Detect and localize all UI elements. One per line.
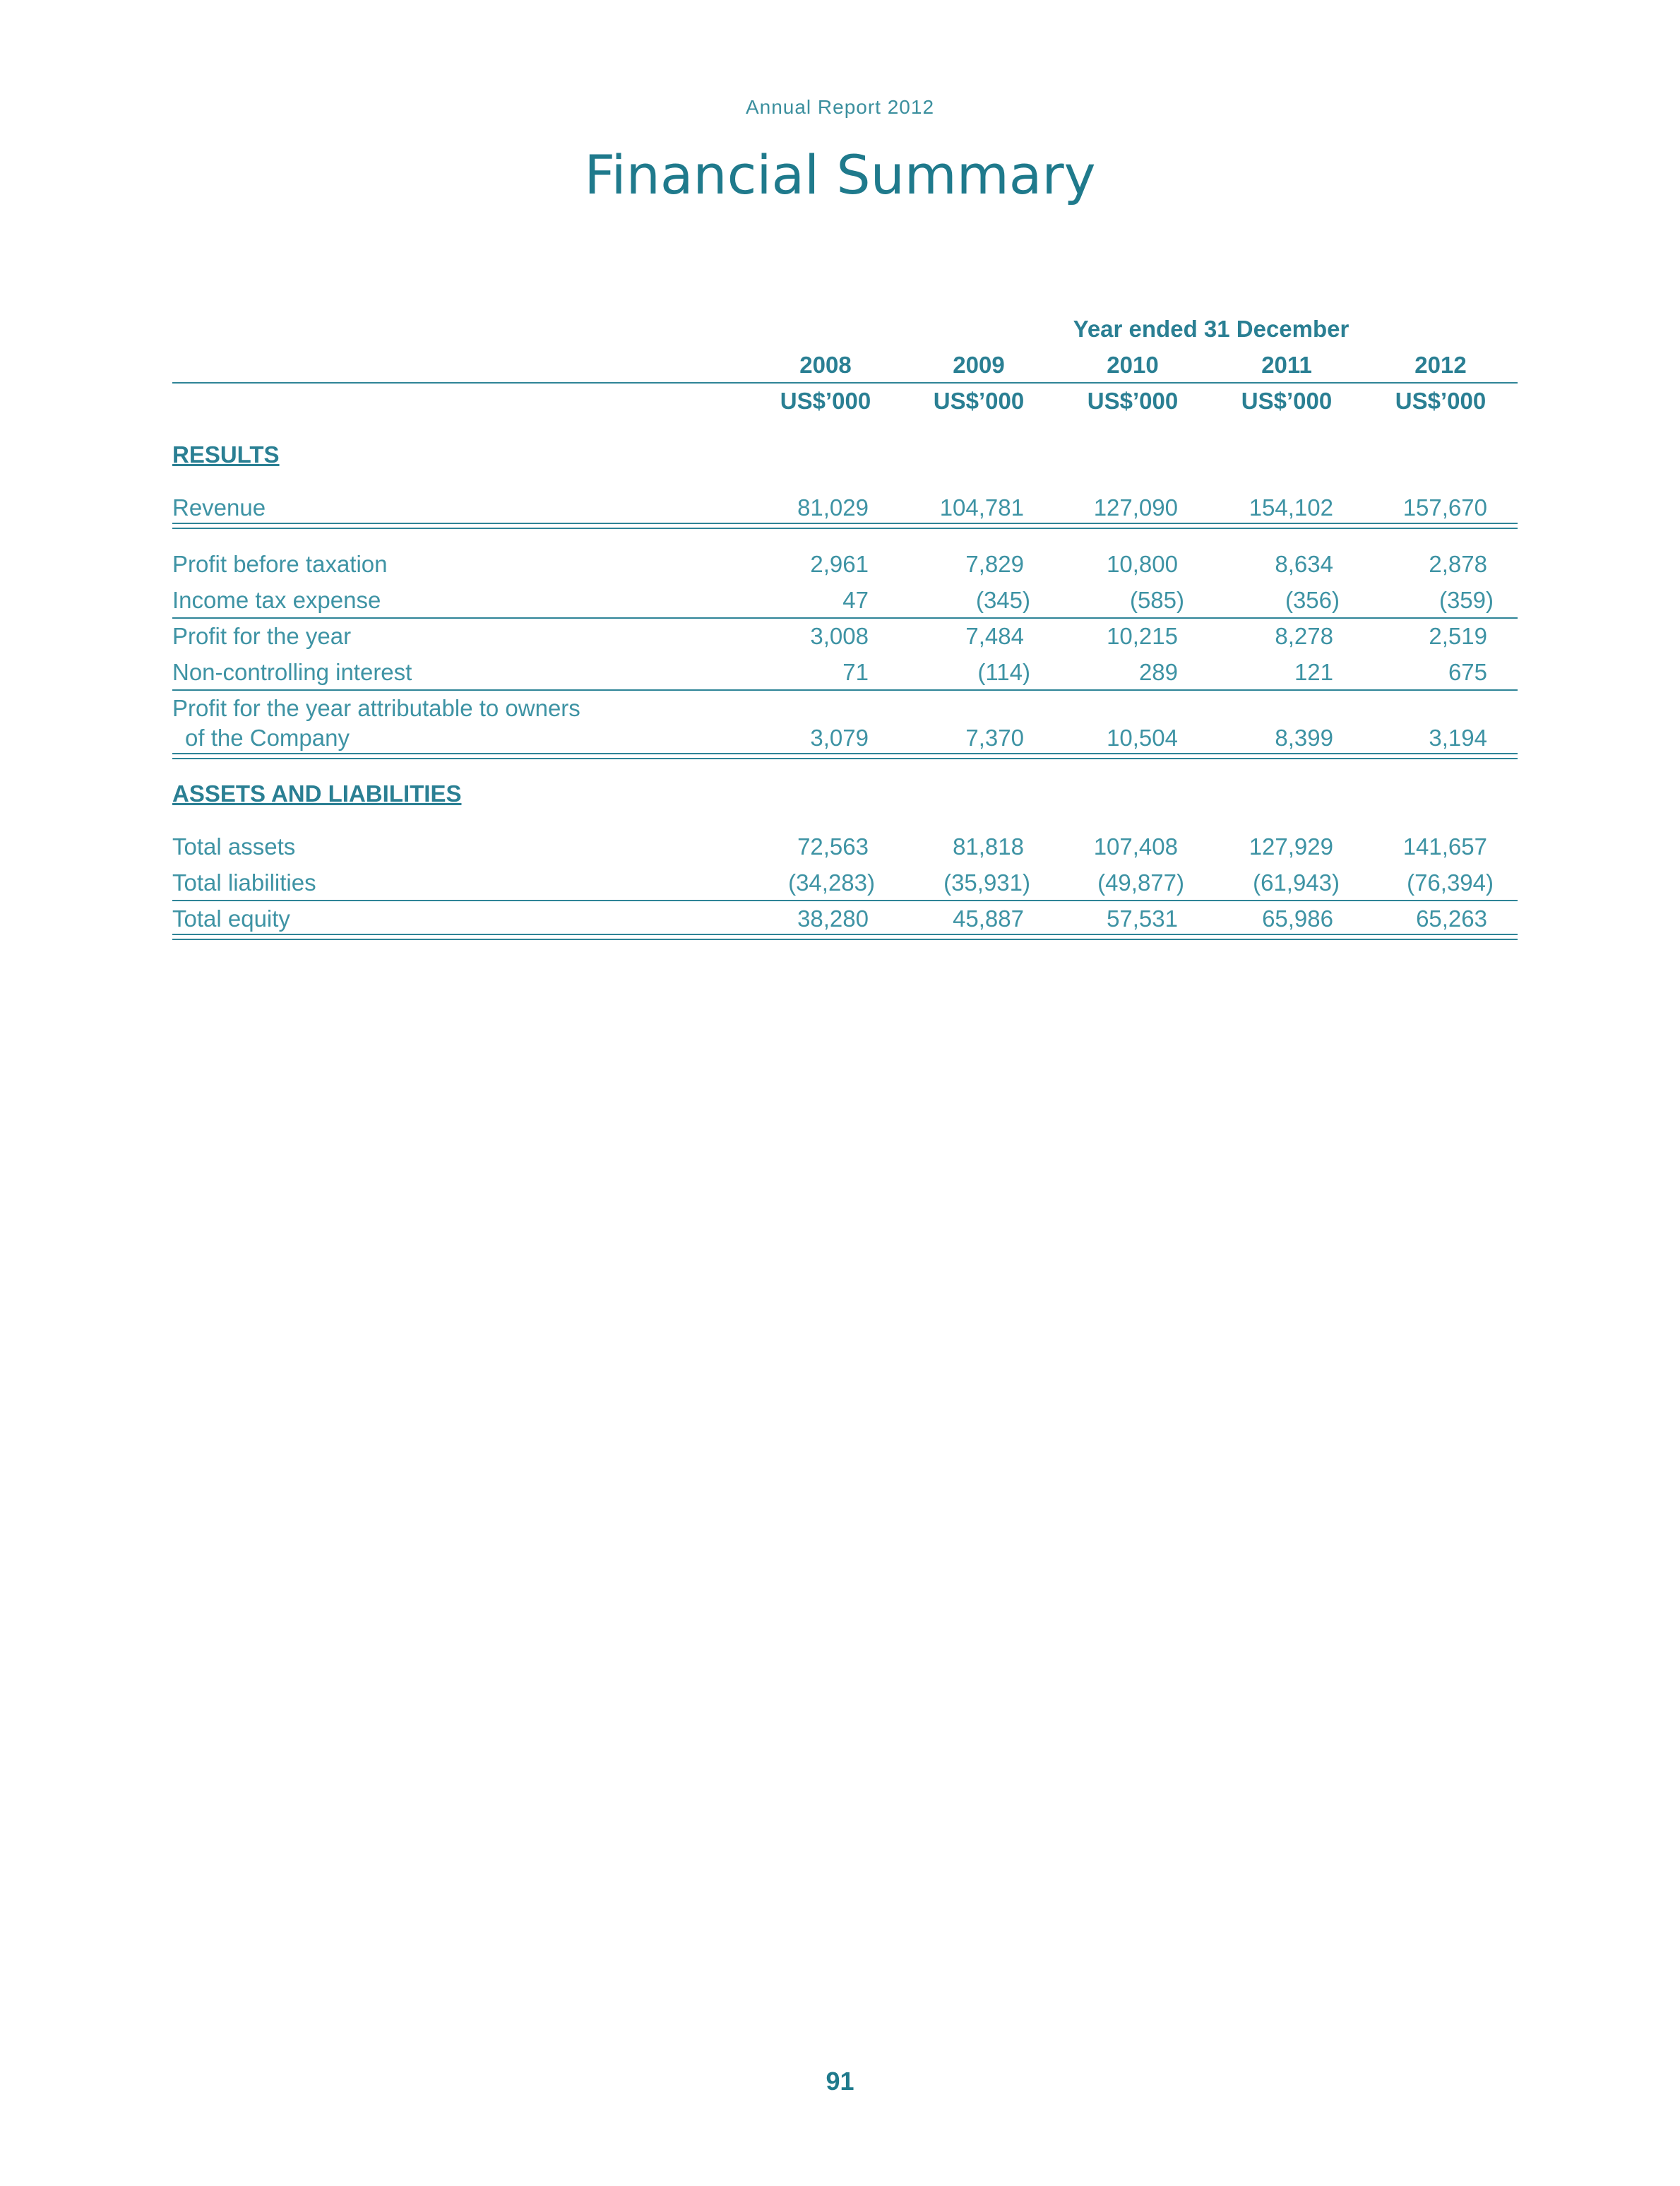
- cell-revenue-2009: 104,781: [939, 494, 1024, 521]
- row-label-non-controlling-interest: Non-controlling interest: [172, 659, 412, 685]
- cell-tax-2011: (356): [1285, 587, 1340, 613]
- cell-assets-2012: 141,657: [1402, 833, 1487, 860]
- double-rule: [172, 939, 1518, 940]
- cell-liabilities-2012: (76,394): [1407, 869, 1494, 896]
- row-label-total-assets: Total assets: [172, 833, 296, 860]
- unit-header: US$’000: [933, 388, 1025, 414]
- cell-pfy-2010: 10,215: [1107, 623, 1178, 649]
- cell-assets-2009: 81,818: [953, 833, 1024, 860]
- cell-nci-2010: 289: [1138, 659, 1178, 685]
- cell-liabilities-2010: (49,877): [1097, 869, 1184, 896]
- row-label-profit-for-year: Profit for the year: [172, 623, 352, 649]
- cell-revenue-2011: 154,102: [1249, 494, 1333, 521]
- cell-equity-2009: 45,887: [953, 905, 1024, 932]
- double-rule: [172, 753, 1518, 754]
- cell-assets-2008: 72,563: [797, 833, 869, 860]
- running-head: Annual Report 2012: [745, 96, 935, 118]
- section-heading-assets-liabilities: ASSETS AND LIABILITIES: [172, 780, 462, 807]
- cell-revenue-2008: 81,029: [797, 494, 869, 521]
- cell-attrib-2011: 8,399: [1275, 725, 1333, 751]
- cell-equity-2011: 65,986: [1262, 905, 1333, 932]
- year-header: 2012: [1414, 352, 1467, 378]
- cell-pfy-2008: 3,008: [810, 623, 869, 649]
- cell-pbt-2012: 2,878: [1429, 551, 1487, 577]
- cell-tax-2012: (359): [1438, 587, 1494, 613]
- cell-tax-2009: (345): [975, 587, 1030, 613]
- double-rule: [172, 934, 1518, 935]
- cell-equity-2010: 57,531: [1107, 905, 1178, 932]
- year-header: 2009: [953, 352, 1005, 378]
- cell-tax-2008: 47: [842, 587, 869, 613]
- period-label: Year ended 31 December: [1073, 316, 1350, 342]
- cell-tax-2010: (585): [1129, 587, 1184, 613]
- cell-liabilities-2008: (34,283): [788, 869, 875, 896]
- row-label-total-liabilities: Total liabilities: [172, 869, 316, 896]
- subtotal-rule: [172, 689, 1518, 691]
- cell-revenue-2012: 157,670: [1402, 494, 1487, 521]
- cell-assets-2010: 107,408: [1093, 833, 1178, 860]
- cell-pfy-2011: 8,278: [1275, 623, 1333, 649]
- year-header: 2008: [799, 352, 852, 378]
- unit-header: US$’000: [1241, 388, 1333, 414]
- cell-revenue-2010: 127,090: [1093, 494, 1178, 521]
- cell-pfy-2012: 2,519: [1429, 623, 1487, 649]
- row-label-income-tax: Income tax expense: [172, 587, 381, 613]
- cell-liabilities-2011: (61,943): [1253, 869, 1340, 896]
- cell-pfy-2009: 7,484: [965, 623, 1024, 649]
- subtotal-rule: [172, 617, 1518, 619]
- cell-pbt-2009: 7,829: [965, 551, 1024, 577]
- year-header: 2010: [1107, 352, 1159, 378]
- page-number: 91: [826, 2067, 854, 2096]
- row-label-profit-attributable: Profit for the year attributable to owners: [172, 695, 580, 721]
- cell-pbt-2010: 10,800: [1107, 551, 1178, 577]
- row-label-profit-attributable-cont: of the Company: [185, 725, 350, 751]
- row-label-total-equity: Total equity: [172, 905, 290, 932]
- double-rule: [172, 758, 1518, 759]
- row-label-profit-before-tax: Profit before taxation: [172, 551, 388, 577]
- unit-header: US$’000: [780, 388, 871, 414]
- page-title: Financial Summary: [584, 143, 1096, 206]
- cell-nci-2008: 71: [842, 659, 869, 685]
- header-rule: [172, 382, 1518, 384]
- cell-pbt-2011: 8,634: [1275, 551, 1333, 577]
- year-header: 2011: [1261, 352, 1312, 378]
- section-heading-results: RESULTS: [172, 441, 280, 468]
- double-rule: [172, 523, 1518, 524]
- cell-assets-2011: 127,929: [1249, 833, 1333, 860]
- cell-liabilities-2009: (35,931): [943, 869, 1030, 896]
- cell-attrib-2012: 3,194: [1429, 725, 1487, 751]
- unit-header: US$’000: [1087, 388, 1179, 414]
- double-rule: [172, 528, 1518, 529]
- cell-attrib-2009: 7,370: [965, 725, 1024, 751]
- subtotal-rule: [172, 900, 1518, 901]
- cell-attrib-2010: 10,504: [1107, 725, 1178, 751]
- cell-nci-2011: 121: [1294, 659, 1333, 685]
- cell-pbt-2008: 2,961: [810, 551, 869, 577]
- unit-header: US$’000: [1395, 388, 1487, 414]
- cell-attrib-2008: 3,079: [810, 725, 869, 751]
- cell-equity-2008: 38,280: [797, 905, 869, 932]
- cell-nci-2012: 675: [1448, 659, 1487, 685]
- cell-nci-2009: (114): [977, 659, 1030, 685]
- row-label-revenue: Revenue: [172, 494, 266, 521]
- cell-equity-2012: 65,263: [1416, 905, 1487, 932]
